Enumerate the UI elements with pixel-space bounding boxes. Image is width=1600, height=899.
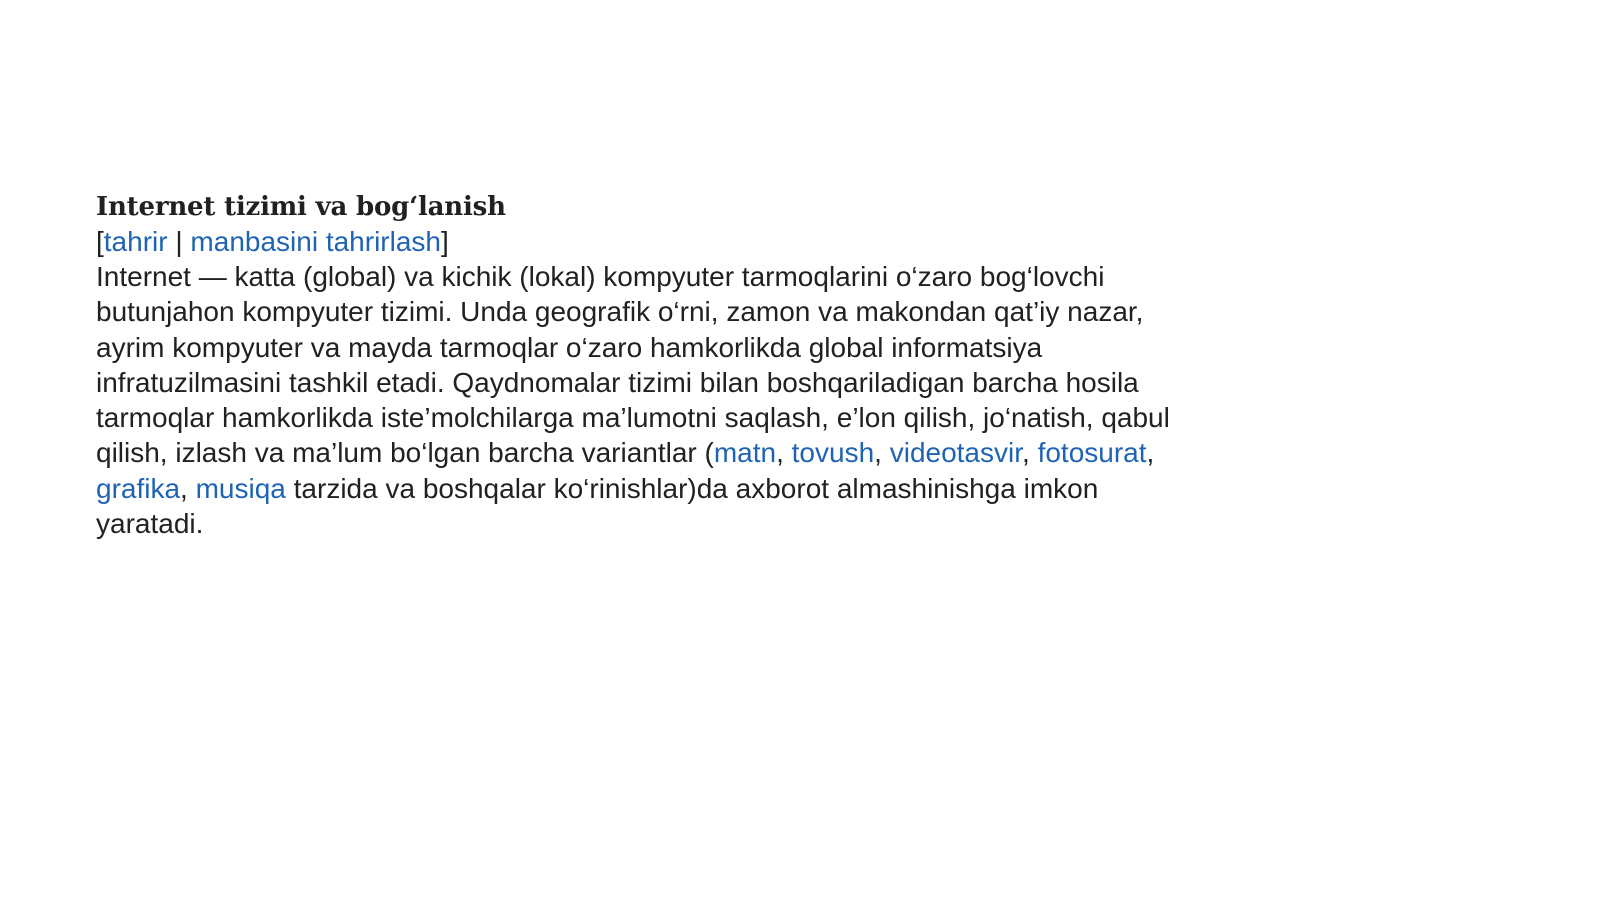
link-musiqa[interactable]: musiqa xyxy=(195,472,286,504)
edit-source-link[interactable]: manbasini tahrirlash xyxy=(190,226,441,257)
list-separator: , xyxy=(180,472,196,504)
list-separator: , xyxy=(1022,437,1038,469)
link-fotosurat[interactable]: fotosurat xyxy=(1037,437,1147,469)
list-separator: , xyxy=(874,437,890,469)
section-paragraph xyxy=(96,259,1176,541)
edit-open-bracket: [ xyxy=(96,226,104,257)
edit-separator: | xyxy=(167,226,191,257)
edit-links xyxy=(96,224,1196,259)
edit-close-bracket: ] xyxy=(441,226,449,257)
link-grafika[interactable]: grafika xyxy=(96,472,181,504)
link-matn[interactable]: matn xyxy=(713,437,777,469)
article-section xyxy=(96,190,1196,541)
link-tovush[interactable]: tovush xyxy=(791,437,875,469)
paragraph-text-before: Internet — katta (global) va kichik (lokal) kompyuter tarmoqlarini o‘zaro bog‘lovchi butunjahon kompyuter tizimi. Unda geografik o‘rni, zamon va makondan qat’iy nazar, ayrim kompyuter va mayda tarmoqlar o‘zaro hamkorlikda global informatsiya infratuzilmasini tashkil etadi. Qaydnomalar tizimi bilan boshqariladigan barcha hosila tarmoqlar hamkorlikda iste’molchilarga ma’lumotni saqlash, e’lon qilish, jo‘natish, qabul qilish, izlash va ma’lum bo‘lgan barcha variantlar ( xyxy=(96,261,1170,469)
paragraph-text-after: tarzida va boshqalar ko‘rinishlar)da axborot almashinishga imkon yaratadi. xyxy=(96,472,1099,540)
edit-link[interactable]: tahrir xyxy=(103,226,168,257)
link-videotasvir[interactable]: videotasvir xyxy=(889,437,1023,469)
list-separator: , xyxy=(776,437,792,469)
list-separator: , xyxy=(1146,437,1155,469)
section-heading: Internet tizimi va bog‘lanish xyxy=(96,192,506,222)
